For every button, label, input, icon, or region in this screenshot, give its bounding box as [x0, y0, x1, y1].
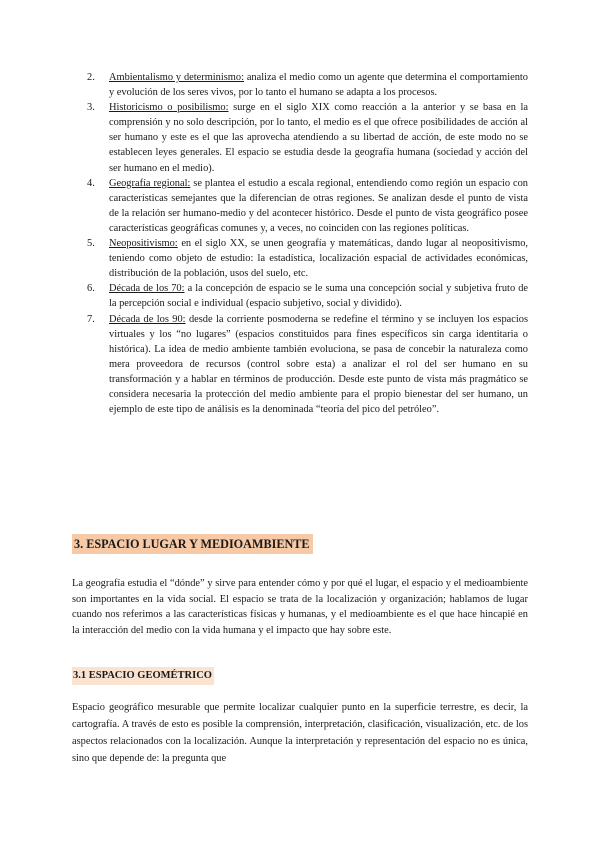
list-item-number: 5. [87, 238, 95, 250]
section-heading: 3. ESPACIO LUGAR Y MEDIOAMBIENTE [72, 534, 313, 554]
list-item [72, 312, 528, 418]
subsection-heading: 3.1 ESPACIO GEOMÉTRICO [72, 667, 214, 685]
list-item-number: 6. [87, 283, 95, 295]
list-item-term: Historicismo o posibilismo: [109, 102, 229, 114]
list-item [72, 236, 528, 281]
list-item-term: Ambientalismo y determinismo: [109, 72, 244, 83]
list-item-number: 2. [87, 72, 95, 83]
subsection-paragraph: Espacio geográfico mesurable que permite localizar cualquier punto en la superficie terrestre, es decir, la cartografía. A través de esto es posible la comprensión, interpretación, clasificación, visualización, etc. de los aspectos relacionados con la localización. Aunque la interpretación y representación del espacio no es única, sino que depende de: la pregunta que [72, 702, 528, 764]
list-item-text: surge en el siglo XIX como reacción a la anterior y se basa en la comprensión y no solo descripción, por lo tanto, el medio es el que ofrece posibilidades de acción al ser humano y este es el que las aprovecha atendiendo a su libertad de acción, de este modo no se establecen leyes generales. El espacio se estudia desde la geografía humana (sociedad y acción del ser humano en el medio). [109, 102, 529, 174]
list-item-text: desde la corriente posmoderna se redefine el término y se incluyen los espacios virtuales y los “no lugares” (espacios constituidos para fines específicos sin carga identitaria o histórica). La idea de medio ambiente también evoluciona, se pasa de concebir la naturaleza como mera proveedora de recursos (control sobre esta) a analizar el rol del ser humano en su transformación y a hablar en términos de producción. Desde este punto de vista más pragmático se considera necesaria la protección del medio ambiente para el propio bienestar del ser humano, un ejemplo de este tipo de análisis es la denominada “teoría del pico del petróleo”. [109, 313, 528, 416]
list-item-term: Neopositivismo: [109, 238, 178, 250]
list-item-text: analiza el medio como un agente que determina el comportamiento y evolución de los seres vivos, por lo tanto el humano se adapta a los procesos. [109, 72, 528, 99]
list-item-text: se plantea el estudio a escala regional, entendiendo como región un espacio con características semejantes que la diferencian de otras regiones. Se analizan desde el punto de vista de la relación ser humano-medio y del acontecer histórico. Desde el punto de vista geográfico posee características geográficas comunes y, a veces, no coinciden con las regiones políticas. [109, 177, 528, 234]
list-item-term: Década de los 90: [109, 313, 186, 325]
list-item [72, 176, 528, 236]
list-item [72, 100, 528, 175]
approaches-list [72, 70, 528, 417]
list-item-text: a la concepción de espacio se le suma una concepción social y subjetiva fruto de la percepción social e individual (espacio subjetivo, social y dividido). [109, 283, 529, 310]
list-item [72, 70, 528, 100]
list-item-term: Geografía regional: [109, 177, 191, 189]
list-item-number: 7. [87, 313, 95, 325]
list-item [72, 281, 528, 311]
section-paragraph: La geografía estudia el “dónde” y sirve para entender cómo y por qué el lugar, el espacio y el medioambiente son importantes en la vida social. El espacio se trata de la localización y organización; hablamos de lugar cuando nos referimos a las características físicas y humanas, y el medioambiente es el que hace hincapié en la interacción del medio con la vida humana y el impacto que hay sobre este. [72, 578, 528, 636]
list-item-text: en el siglo XX, se unen geografía y matemáticas, dando lugar al neopositivismo, teniendo como objeto de estudio: la estadística, localización espacial de actividades económicas, distribución de la población, usos del suelo, etc. [109, 238, 528, 280]
list-item-number: 3. [87, 102, 95, 114]
list-item-term: Década de los 70: [109, 283, 185, 295]
list-item-number: 4. [87, 177, 95, 189]
